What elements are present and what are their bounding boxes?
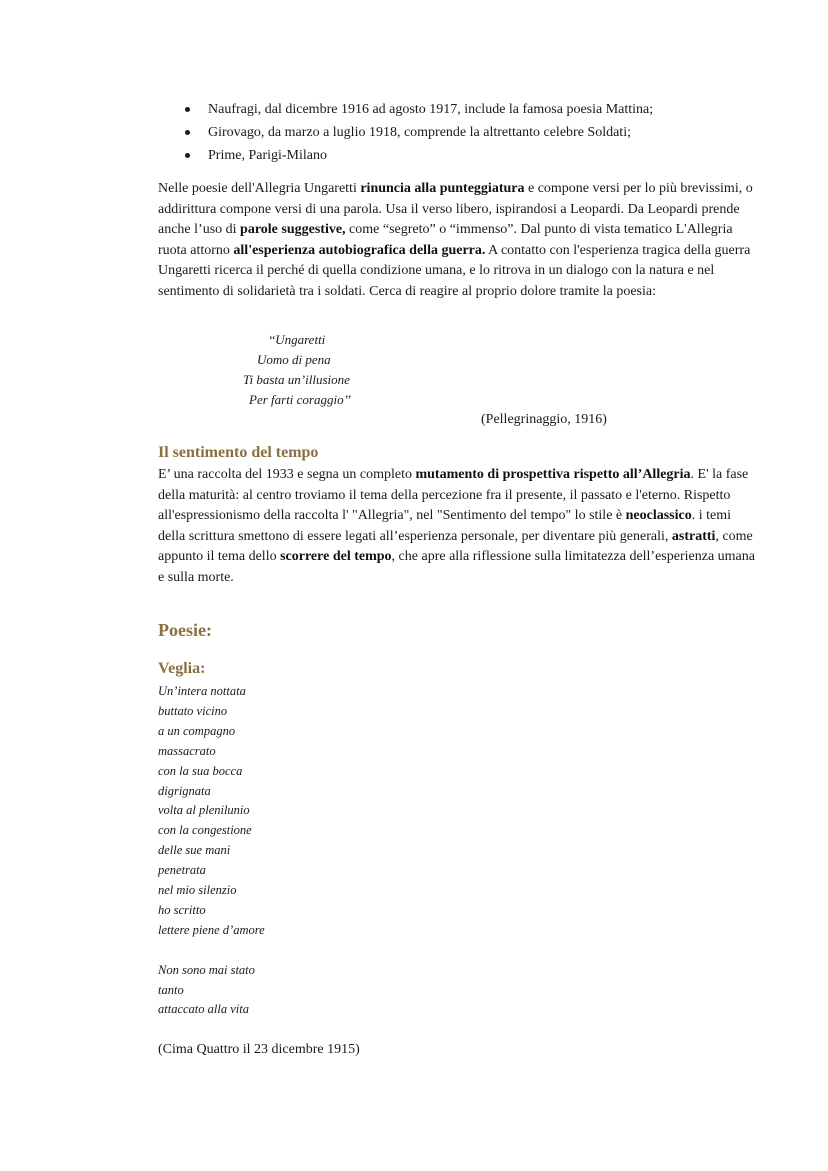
poesie-heading: Poesie: [158, 620, 212, 640]
poem-title: Veglia: [158, 660, 206, 677]
quote-line: Uomo di pena [257, 352, 331, 367]
text-run: come “segreto” o “immenso”. Dal punto di vista tematico L'Allegria ruota attorno [158, 222, 733, 258]
poem-line: ho scritto [158, 902, 206, 917]
text-run: E’ una raccolta del 1933 e segna un completo [158, 467, 416, 482]
text-run: A contatto con l'esperienza tragica della guerra Ungaretti ricerca il perché di quella condizione umana, e lo ritrova in un dialogo con la natura e nel sentimento di solidarietà tra i soldati. Cerca di reagire al proprio dolore tramite la poesia: [158, 242, 751, 299]
poem-line: Un’intera nottata [158, 684, 246, 698]
list-item: Naufragi, dal dicembre 1916 ad agosto 1917, include la famosa poesia Mattina; [180, 98, 653, 121]
collection-list [180, 98, 653, 167]
poem-quote [0, 330, 351, 410]
poem-line: buttato vicino [158, 703, 228, 718]
section-heading: Il sentimento del tempo [158, 444, 319, 461]
poem-line: digrignata [158, 783, 211, 798]
text-run: . E' la fase della maturità: al centro troviamo il tema della percezione fra il presente, il passato e l'eterno. Rispetto all'espressionismo della raccolta l' "Allegria", nel "Sentimento del tempo" lo stile è [158, 467, 749, 524]
poem-line: a un compagno [158, 723, 236, 738]
text-run: e compone versi per lo più brevissimi, o addirittura compone versi di una parola. Usa il verso libero, ispirandosi a Leopardi. Da Leopardi prende anche l’uso di [158, 181, 753, 238]
text-run: , come appunto il tema dello [158, 528, 753, 565]
bold-run: astratti [671, 528, 716, 544]
bold-run: neoclassico [625, 508, 692, 524]
bold-run: rinuncia alla punteggiatura [360, 181, 525, 196]
quote-citation: (Pellegrinaggio, 1916) [481, 412, 607, 427]
poem-line: con la sua bocca [158, 763, 243, 778]
poem-line: delle sue mani [158, 843, 231, 858]
bold-run: scorrere del tempo [280, 549, 392, 565]
bold-run: parole suggestive, [240, 222, 346, 238]
sentimento-paragraph [158, 465, 758, 589]
poem-line: massacrato [158, 743, 216, 758]
allegria-paragraph [158, 179, 758, 303]
poem-line: nel mio silenzio [158, 883, 237, 898]
quote-line: Ti basta un’illusione [243, 372, 350, 387]
poem-line: lettere piene d’amore [158, 922, 265, 937]
poem-line: volta al plenilunio [158, 803, 250, 818]
list-item: Girovago, da marzo a luglio 1918, comprende la altrettanto celebre Soldati; [180, 121, 653, 144]
quote-line: Per farti coraggio’’ [249, 392, 351, 407]
poem-line: Non sono mai stato [158, 962, 255, 977]
text-run: . i temi della scrittura smettono di essere legati all’esperienza personale, per diventare più generali, [158, 508, 732, 544]
poem-source: (Cima Quattro il 23 dicembre 1915) [158, 1042, 360, 1057]
bold-run: all'esperienza autobiografica della guerra. [233, 242, 486, 258]
poem-line: attaccato alla vita [158, 1002, 249, 1017]
bold-run: mutamento di prospettiva rispetto all’Allegria [415, 467, 691, 482]
poem-line: tanto [158, 982, 184, 997]
list-item: Prime, Parigi-Milano [180, 144, 653, 167]
poem-line: penetrata [158, 863, 206, 878]
text-run: , che apre alla riflessione sulla limitatezza dell’esperienza umana e sulla morte. [158, 549, 755, 585]
stanza-break [158, 941, 265, 961]
veglia-poem [158, 682, 265, 1020]
poem-line: con la congestione [158, 823, 252, 838]
quote-line: ‘‘Ungaretti [268, 332, 326, 347]
text-run: Nelle poesie dell'Allegria Ungaretti [158, 181, 361, 196]
